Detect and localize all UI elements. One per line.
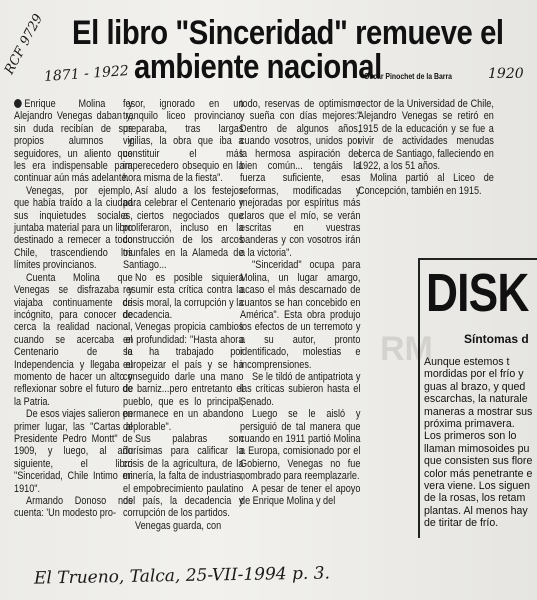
paragraph: Así aludo a los festejos para celebrar el Centenario y a ciertos negociados que proliferaron, incluso en la construcción de los arcos triunfales en la Alameda de Santiago... (123, 184, 244, 272)
headline-line-2: ambiente nacional (134, 48, 382, 86)
text-line: próxima primavera. (424, 418, 515, 431)
text-line: que consisten sus flore (424, 455, 533, 468)
bullet-icon (14, 99, 22, 108)
text-line: Los primeros son lo (424, 430, 517, 443)
paragraph: Venegas propicia cambios en profundidad: "Hasta ahora se ha trabajado por europeizar el país y se ha conseguido darle una mano de barniz...pero entretanto el pueblo, que es lo principal, permanece en un abandono deplorable". (123, 321, 244, 433)
article-column-1 (14, 98, 133, 520)
paragraph: "Sinceridad" ocupa para Molina, un lugar amargo, acaso el más descarnado de cuantos se han concebido en América". Esta obra produjo los efectos de un terremoto y a su autor, pronto identificado, molestias e incomprensiones. (240, 259, 361, 371)
adjacent-article-subtitle: Síntomas d (464, 332, 529, 346)
handwritten-catalog-code: RCF 9729 (2, 11, 47, 78)
paragraph: Venegas guarda, con (135, 519, 222, 532)
paragraph: No es posible siquiera resumir esta crítica contra la crisis moral, la corrupción y la decadencia. (123, 271, 244, 321)
article-column-3 (240, 98, 360, 507)
text-line: llaman mimosoides pu (424, 442, 530, 455)
text-line: Aunque estemos t (424, 356, 510, 368)
text-line: plantas. Al menos hay (424, 504, 528, 517)
handwritten-source-note: El Trueno, Talca, 25-VII-1994 p. 3. (33, 563, 331, 589)
paragraph: Enrique Molina y Alejandro Venegas daban y, sin duda recibían de sus propios alumnos y seguidores, un aliento que les era indispensable para continuar aún más adelante. (14, 98, 133, 185)
paragraph: Cuenta Molina que Venegas se disfrazaba y viajaba continuamente de incógnito, para conocer de cerca la realidad nacional, cuando se acercaba el Centenario de la Independencia y llegaba el momento de hacer un alto y reflexionar sobre el futuro de la Patria. (14, 271, 133, 408)
adjacent-article-title: DISK (426, 263, 529, 323)
author-byline: Oscar Pinochet de la Barra (364, 72, 452, 81)
text-line: guas al brazo, y qued (424, 380, 526, 393)
paragraph: Sus palabras son durísimas para calificar la crisis de la agricultura, de la minería, la falta de industrias, el empobrecimiento paulatino del país, la decadencia y corrupción de los partidos. (123, 432, 244, 520)
article-column-4 (358, 98, 494, 197)
bleed-through-text: RM (380, 330, 433, 368)
paragraph: A pesar de tener el apoyo de Enrique Molina y del (240, 482, 361, 507)
handwritten-year-note: 1920 (488, 66, 524, 82)
adjacent-article-body (424, 356, 537, 530)
paragraph: Armando Donoso nos cuenta: 'Un modesto pro- (14, 495, 133, 520)
text-line: maneras a mostrar sus (424, 405, 533, 418)
adjacent-article-box (418, 258, 537, 538)
paragraph: fesor, ignorado en un tranquilo liceo provinciano, preparaba, tras largas vigilias, la obra que iba a constituir el más imperecedero obsequio en la hora misma de la fiesta". (123, 98, 244, 185)
text-line: color más penetrante e (424, 467, 533, 480)
paragraph: todo, reservas de optimismo y sueña con días mejores:" Dentro de algunos años, cuando vosotros, unidos por la hermosa aspiración del bien común... tengáis la fuerza suficiente, esas reformas, modificadas y mejoradas por espíritus más claros que el mío, se verán escritas en vuestras banderas y con vosotros irán a la victoria". (240, 98, 361, 259)
text-line: escarchas, la naturale (424, 393, 528, 406)
paragraph: Molina partió al Liceo de Concepción, también en 1915. (358, 172, 494, 197)
paragraph: Venegas, por ejemplo, que había traído a la ciudad sus inquietudes sociales, juntaba material para un libro destinado a remecer a todo Chile, trascendiendo los límites provincianos. (14, 184, 133, 272)
headline-line-1: El libro "Sinceridad" remueve el (72, 14, 504, 52)
text-line: vera viene. Los siguen (424, 480, 531, 493)
text-line: mordidas por el frío y (424, 368, 524, 381)
text-line: de la rosas, los retam (424, 492, 526, 505)
paragraph: rector de la Universidad de Chile, Alejandro Venegas se retiró en 1915 de la educación y se fue a vivir de actividades menudas cerca de Santiago, falleciendo en 1922, a los 51 años. (358, 98, 494, 173)
paragraph: De esos viajes salieron en primer lugar, las "Cartas al Presidente Pedro Montt" de 1909, y luego, al año siguiente, el libro "Sinceridad, Chile Intimo en 1910". (14, 408, 133, 495)
text-line: de tiritar de frío. (424, 517, 499, 530)
article-column-2 (123, 98, 243, 532)
paragraph: Luego se le aisló y persiguió de tal manera que cuando en 1911 partió Molina a Europa, comisionado por el Gobierno, Venegas no fue nombrado para reemplazarle. (240, 408, 361, 483)
handwritten-years: 1871 - 1922 (43, 63, 130, 85)
paragraph: Se le tildó de antipatriota y las críticas subieron hasta el Senado. (240, 370, 361, 408)
